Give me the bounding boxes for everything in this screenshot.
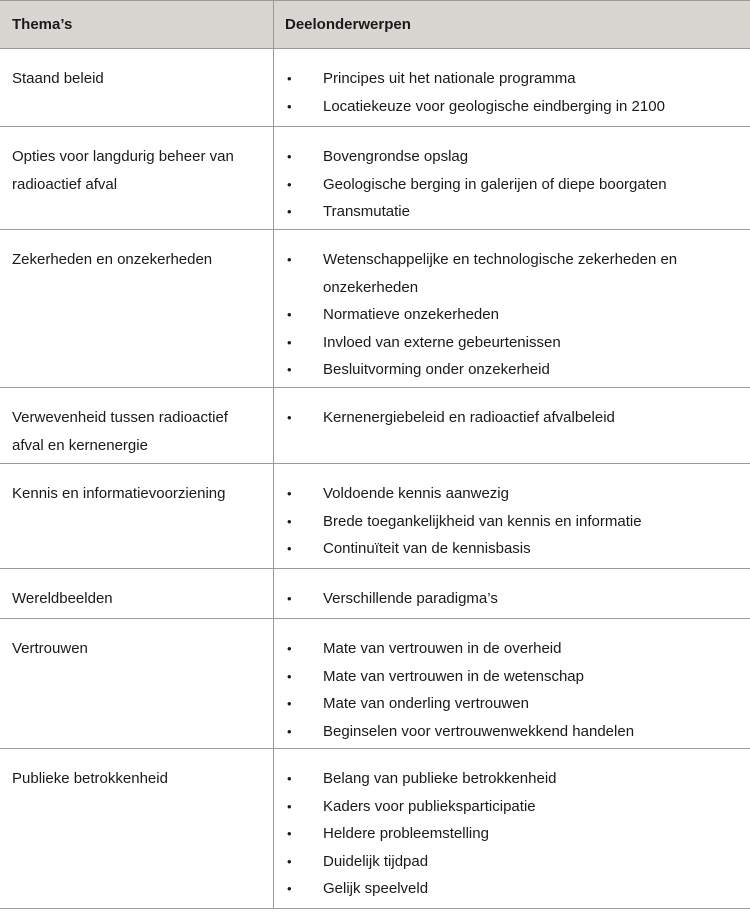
bullet-icon: • [287, 853, 292, 869]
subtopics-cell [274, 749, 750, 908]
theme-cell: Zekerheden en onzekerheden [0, 230, 274, 387]
list-item [274, 404, 750, 432]
list-item [274, 93, 750, 121]
bullet-icon: • [287, 668, 292, 684]
list-item [274, 635, 750, 663]
list-item [274, 329, 750, 357]
subtopic-text: Locatiekeuze voor geologische eindberging in 2100 [323, 97, 665, 115]
subtopics-cell [274, 230, 750, 387]
subtopics-cell [274, 619, 750, 748]
bullet-icon: • [287, 71, 292, 86]
list-item [274, 848, 750, 876]
bullet-icon: • [287, 591, 292, 606]
bullet-icon: • [287, 541, 292, 556]
theme-cell: Publieke betrokkenheid [0, 749, 274, 908]
list-item [274, 356, 750, 384]
list-item [274, 198, 750, 226]
list-item [274, 585, 750, 613]
subtopic-text: Transmutatie [323, 203, 410, 220]
subtopic-text: Mate van vertrouwen in de wetenschap [323, 667, 584, 685]
theme-cell: Vertrouwen [0, 619, 274, 748]
subtopic-text: Beginselen voor vertrouwenwekkend handelen [323, 722, 635, 740]
bullet-icon: • [287, 881, 292, 896]
theme-cell: Verwevenheid tussen radioactief afval en kernenergie [0, 388, 274, 463]
subtopics-cell [274, 569, 750, 618]
subtopic-list [274, 635, 750, 745]
subtopic-text: Verschillende paradigma’s [323, 590, 498, 607]
subtopic-text: Besluitvorming onder onzekerheid [323, 361, 550, 378]
subtopic-list [274, 765, 750, 903]
theme-cell: Wereldbeelden [0, 569, 274, 618]
list-item [274, 820, 750, 848]
table-row [0, 230, 750, 388]
bullet-icon: • [287, 723, 292, 739]
list-item [274, 535, 750, 563]
list-item [274, 663, 750, 691]
subtopic-text: Wetenschappelijke en technologische zekerheden en onzekerheden [323, 251, 678, 296]
table-row [0, 619, 750, 749]
list-item [274, 301, 750, 329]
list-item [274, 246, 750, 301]
table-body [0, 49, 750, 909]
subtopic-text: Geologische berging in galerijen of diepe boorgaten [323, 175, 667, 193]
theme-cell: Opties voor langdurig beheer van radioactief afval [0, 127, 274, 229]
list-item [274, 793, 750, 821]
subtopics-cell [274, 388, 750, 463]
subtopic-text: Kaders voor publieksparticipatie [323, 797, 536, 815]
subtopic-list [274, 246, 750, 384]
bullet-icon: • [287, 486, 292, 501]
subtopic-text: Normatieve onzekerheden [323, 306, 499, 323]
list-item [274, 875, 750, 903]
header-subtopics: Deelonderwerpen [285, 16, 411, 33]
bullet-icon: • [287, 826, 292, 841]
theme-cell: Kennis en informatievoorziening [0, 464, 274, 568]
subtopic-text: Continuïteit van de kennisbasis [323, 540, 531, 557]
bullet-icon: • [287, 176, 292, 192]
list-item [274, 508, 750, 536]
list-item [274, 480, 750, 508]
bullet-icon: • [287, 410, 292, 425]
list-item [274, 65, 750, 93]
list-item [274, 765, 750, 793]
bullet-icon: • [287, 307, 292, 322]
bullet-icon: • [287, 696, 292, 711]
list-item [274, 171, 750, 199]
table-row [0, 49, 750, 127]
bullet-icon: • [287, 252, 292, 267]
subtopics-cell [274, 127, 750, 229]
subtopic-text: Mate van vertrouwen in de overheid [323, 640, 562, 657]
subtopic-text: Principes uit het nationale programma [323, 70, 576, 87]
table-row [0, 388, 750, 464]
bullet-icon: • [287, 98, 292, 114]
subtopic-text: Duidelijk tijdpad [323, 852, 429, 870]
list-item [274, 718, 750, 746]
bullet-icon: • [287, 334, 292, 350]
subtopics-cell [274, 464, 750, 568]
subtopic-text: Invloed van externe gebeurtenissen [323, 333, 561, 351]
table-row [0, 569, 750, 619]
table-header [0, 0, 750, 49]
subtopic-text: Kernenergiebeleid en radioactief afvalbeleid [323, 409, 615, 426]
theme-cell: Staand beleid [0, 49, 274, 126]
header-theme: Thema’s [0, 1, 274, 48]
bullet-icon: • [287, 641, 292, 656]
bullet-icon: • [287, 798, 292, 814]
subtopic-list [274, 585, 750, 613]
subtopic-text: Bovengrondse opslag [323, 148, 469, 165]
bullet-icon: • [287, 513, 292, 529]
table-row [0, 749, 750, 909]
subtopic-text: Gelijk speelveld [323, 880, 429, 897]
subtopics-cell [274, 49, 750, 126]
subtopic-text: Belang van publieke betrokkenheid [323, 770, 557, 787]
subtopic-text: Heldere probleemstelling [323, 825, 489, 842]
list-item [274, 690, 750, 718]
table-row [0, 464, 750, 569]
subtopic-list [274, 404, 750, 432]
subtopic-list [274, 143, 750, 226]
bullet-icon: • [287, 362, 292, 377]
subtopic-list [274, 480, 750, 563]
subtopic-list [274, 65, 750, 120]
bullet-icon: • [287, 204, 292, 219]
list-item [274, 143, 750, 171]
subtopic-text: Brede toegankelijkheid van kennis en informatie [323, 512, 642, 530]
table-row [0, 127, 750, 230]
bullet-icon: • [287, 149, 292, 164]
subtopic-text: Voldoende kennis aanwezig [323, 485, 509, 502]
bullet-icon: • [287, 771, 292, 786]
subtopic-text: Mate van onderling vertrouwen [323, 695, 529, 712]
